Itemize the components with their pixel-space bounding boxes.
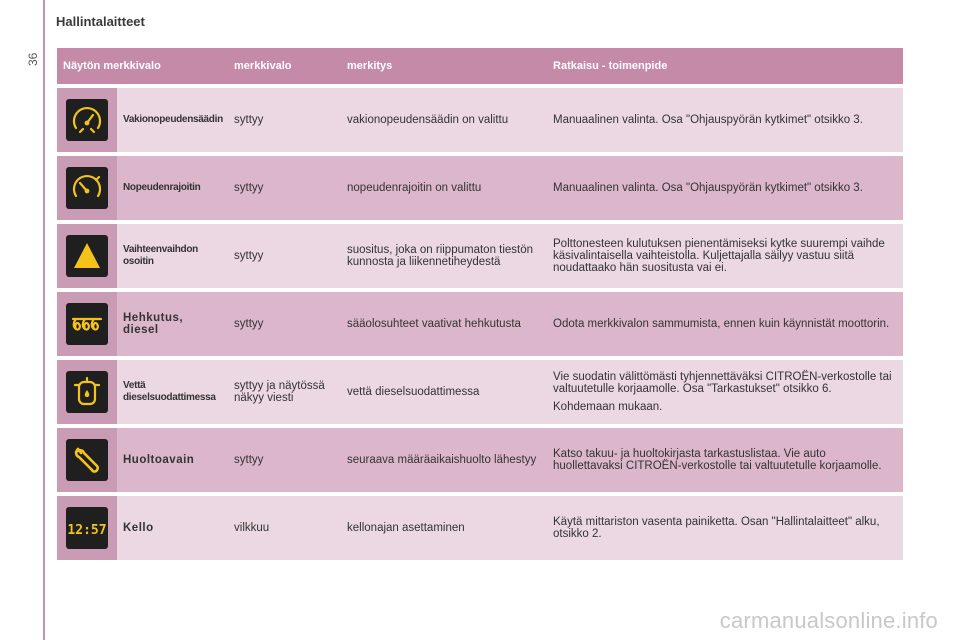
table-row [57,292,903,356]
light-action [547,292,903,356]
table-header-row [57,48,903,84]
light-name: Kello [117,496,228,560]
action-text: Käytä mittariston vasenta painiketta. Osan "Hallintalaitteet" alku, otsikko 2. [553,516,880,540]
light-action [547,360,903,424]
table-row [57,496,903,560]
light-name: Vettä dieselsuodattimessa [117,360,228,424]
action-text: Polttonesteen kulutuksen pienentämiseksi kytke suurempi vaihde käsivalintaisella vaihteistolla. Kuljettajalla säilyy vastuu siitä noudattaako hän suositusta vai ei. [553,238,885,274]
light-meaning: kellonajan asettaminen [341,496,547,560]
light-state: syttyy [228,156,341,220]
table-row [57,224,903,288]
page-number: 36 [26,52,40,66]
light-state: syttyy [228,88,341,152]
light-state: syttyy [228,428,341,492]
water-in-diesel-filter-icon [66,371,108,413]
light-name: Vakionopeudensäädin [117,88,228,152]
light-meaning: vettä dieselsuodattimessa [341,360,547,424]
table-row [57,88,903,152]
side-rule [43,0,45,640]
glow-plug-icon [66,303,108,345]
speed-limiter-icon [66,167,108,209]
action-text: Katso takuu- ja huoltokirjasta tarkastuslistaa. Vie auto huollettavaksi CITROËN-verkostolle tai valtuutetulle korjaamolle. [553,448,882,472]
light-action [547,88,903,152]
action-text: Odota merkkivalon sammumista, ennen kuin käynnistät moottorin. [553,318,890,330]
col-header-action: Ratkaisu - toimenpide [547,48,903,84]
light-action [547,496,903,560]
table-row [57,156,903,220]
warning-lights-table [57,44,903,564]
cruise-control-icon [66,99,108,141]
light-state: vilkkuu [228,496,341,560]
light-name: Hehkutus, diesel [117,292,228,356]
gear-shift-warning-icon [66,235,108,277]
light-action [547,156,903,220]
clock-display-icon [66,507,108,549]
action-note: Kohdemaan mukaan. [553,401,663,413]
action-text: Manuaalinen valinta. Osa "Ohjauspyörän kytkimet" otsikko 3. [553,114,863,126]
col-header-light: merkkivalo [228,48,341,84]
light-action [547,428,903,492]
col-header-display: Näytön merkkivalo [57,48,228,84]
watermark: carmanualsonline.info [719,608,938,633]
light-state: syttyy [228,224,341,288]
light-meaning: suositus, joka on riippumaton tiestön kunnosta ja liikennetiheydestä [341,224,547,288]
light-name: Vaihteenvaihdon osoitin [117,224,228,288]
light-state: syttyy ja näytössä näkyy viesti [228,360,341,424]
action-text: Manuaalinen valinta. Osa "Ohjauspyörän kytkimet" otsikko 3. [553,182,863,194]
light-action [547,224,903,288]
light-state: syttyy [228,292,341,356]
light-meaning: seuraava määräaikaishuolto lähestyy [341,428,547,492]
clock-digits: 12:57 [67,523,107,538]
table-row [57,428,903,492]
light-name: Nopeudenrajoitin [117,156,228,220]
table-row [57,360,903,424]
action-text: Vie suodatin välittömästi tyhjennettäväksi CITROËN-verkostolle tai valtuutetulle korjaamolle. Osa "Tarkastukset" otsikko 6. [553,371,892,395]
col-header-meaning: merkitys [341,48,547,84]
wrench-icon [66,439,108,481]
light-name: Huoltoavain [117,428,228,492]
section-title: Hallintalaitteet [56,14,145,29]
light-meaning: sääolosuhteet vaativat hehkutusta [341,292,547,356]
light-meaning: vakionopeudensäädin on valittu [341,88,547,152]
light-meaning: nopeudenrajoitin on valittu [341,156,547,220]
